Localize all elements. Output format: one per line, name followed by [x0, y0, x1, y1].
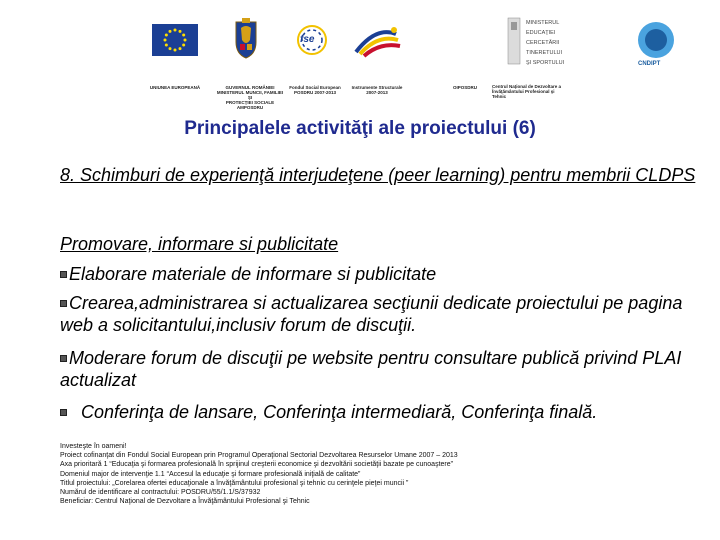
- square-bullet-icon: [60, 409, 67, 416]
- square-bullet-icon: [60, 271, 67, 278]
- oiposdru-caption: OIPOSDRU: [452, 85, 477, 90]
- eu-flag-icon: [152, 24, 198, 56]
- footer-line: Axa prioritară 1 “Educaţia şi formarea profesională în sprijinul creşterii economice şi dezvoltării societăţii bazate pe cunoaştere”: [60, 461, 453, 469]
- eu-caption: UNIUNEA EUROPEANĂ: [149, 85, 201, 90]
- romania-coat-of-arms-icon: [232, 18, 260, 60]
- footer-line: Numărul de identificare al contractului: POSDRU/55/1.1/S/37932: [60, 489, 261, 497]
- bullet-item: Moderare forum de discuţii pe website pentru consultare publică privind PLAI actualizat: [60, 348, 682, 390]
- section-subheading: Promovare, informare si publicitate: [60, 234, 339, 254]
- section-heading-8: 8. Schimburi de experienţă interjudeţene (peer learning) pentru membrii CLDPS: [60, 165, 696, 185]
- bullet-item: Crearea,administrarea si actualizarea secţiunii dedicate proiectului pe pagina web a solicitantului,inclusiv forum de discuţii.: [60, 293, 683, 335]
- cndipt-caption: Centrul Naţional de Dezvoltare a Învăţământului Profesional şi Tehnic: [492, 84, 562, 99]
- square-bullet-icon: [60, 355, 67, 362]
- footer-line: Proiect cofinanţat din Fondul Social European prin Programul Operaţional Sectorial Dezvoltarea Resurselor Umane 2007 – 2013: [60, 452, 458, 460]
- cndipt-logo-icon: [636, 20, 676, 60]
- project-footer: [60, 442, 710, 506]
- footer-line: Investeşte în oameni!: [60, 443, 127, 450]
- footer-line: Titlul proiectului: „Corelarea ofertei educaţionale a învăţământului profesional şi tehnic cu cerinţele pieţei muncii ”: [60, 479, 409, 487]
- footer-line: Domeniul major de intervenţie 1.1 “Accesul la educaţie şi formare profesională iniţială de calitate”: [60, 470, 361, 478]
- logo-bar: [0, 0, 720, 110]
- structural-instruments-caption: Instrumente Structurale 2007-2013: [351, 85, 403, 95]
- slide-title: Principalele activităţi ale proiectului (6): [184, 118, 536, 139]
- cndipt-logo-text: CNDIPT: [638, 61, 661, 67]
- ministry-crest-icon: [506, 16, 522, 66]
- square-bullet-icon: [60, 300, 67, 307]
- fse-logo-text: fse: [300, 34, 315, 45]
- bullet-item: Conferinţa de lansare, Conferinţa intermediară, Conferinţa finală.: [60, 401, 710, 423]
- ministry-education-text: MINISTERUL EDUCAŢIEI CERCETĂRII TINERETULUI ŞI SPORTULUI: [526, 20, 565, 66]
- structural-instruments-icon: [350, 24, 402, 58]
- bullet-item: Elaborare materiale de informare si publicitate: [60, 263, 710, 285]
- romania-caption: GUVERNUL ROMÂNIEI MINISTERUL MUNCII, FAMILIEI ŞI PROTECŢIEI SOCIALE AMPOSDRU: [216, 85, 284, 110]
- fse-caption: Fondul Social European POSDRU 2007-2013: [289, 85, 341, 95]
- footer-line: Beneficiar: Centrul Naţional de Dezvoltare a Învăţământului Profesional şi Tehnic: [60, 498, 310, 506]
